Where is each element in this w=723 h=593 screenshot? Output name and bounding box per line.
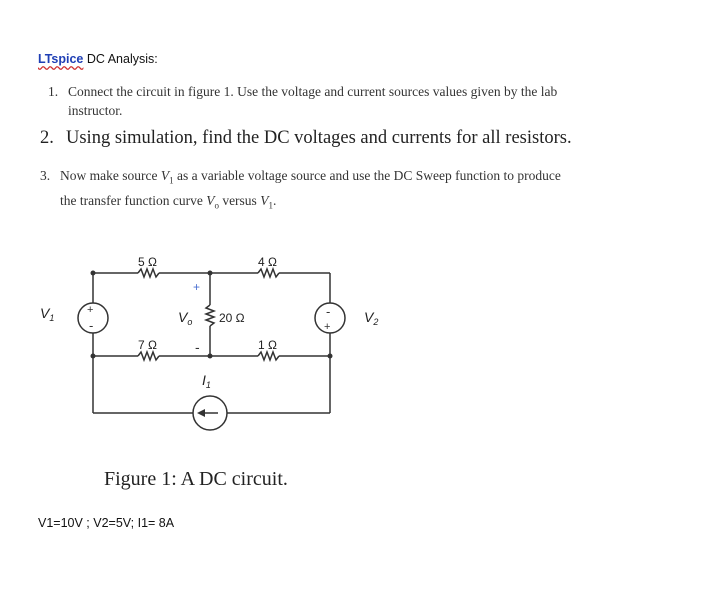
step-3-number: 3. xyxy=(40,168,51,183)
r5-label: 1 Ω xyxy=(258,338,277,352)
step-3-line-1b: as a variable voltage source and use the DC Sweep function to produce xyxy=(173,168,561,183)
v1-minus: - xyxy=(89,318,94,333)
label-v2: $V_2$ xyxy=(364,309,379,327)
label-v1: $V_1$ xyxy=(40,305,55,323)
step-1-line-2: instructor. xyxy=(68,103,123,118)
step-3-line-2a: the transfer function curve xyxy=(60,192,207,208)
label-vo: $V_o$ xyxy=(178,309,193,327)
v2-plus: + xyxy=(324,321,331,333)
var-v1-b: V xyxy=(260,192,269,208)
step-1-number: 1. xyxy=(48,84,59,99)
step-2-text: Using simulation, find the DC voltages and currents for all resistors. xyxy=(66,128,572,148)
step-1-line-1: Connect the circuit in figure 1. Use the voltage and current sources values given by the lab xyxy=(68,84,558,99)
var-v1-sub: 1 xyxy=(169,175,174,186)
r4-label: 7 Ω xyxy=(138,338,157,352)
vo-plus: + xyxy=(193,280,201,294)
var-vo-sub: o xyxy=(214,200,219,211)
var-v1-b-sub: 1 xyxy=(268,200,273,211)
heading-rest: DC Analysis: xyxy=(83,52,158,66)
v2-minus: - xyxy=(326,304,331,319)
source-values: V1=10V ; V2=5V; I1= 8A xyxy=(38,516,175,530)
label-i1: $I_1$ xyxy=(202,372,211,390)
brand-name: LTspice xyxy=(38,52,84,66)
var-vo: V xyxy=(206,192,215,208)
vo-minus: - xyxy=(195,339,200,355)
r2-label: 4 Ω xyxy=(258,255,277,269)
figure-caption: Figure 1: A DC circuit. xyxy=(104,468,288,490)
r1-label: 5 Ω xyxy=(138,255,157,269)
r3-label: 20 Ω xyxy=(219,311,245,325)
step-3: 3. Now make source $V_1$ as a variable voltage source and use the DC Sweep function to produce the transfer function curve $V_o$ versus $V_1$. xyxy=(40,168,561,211)
v1-plus: + xyxy=(87,304,94,316)
step-3-line-2b: versus xyxy=(218,192,261,208)
var-v1: V xyxy=(160,168,170,183)
step-2-number: 2. xyxy=(40,128,54,148)
step-3-line-1a: Now make source xyxy=(60,168,161,183)
